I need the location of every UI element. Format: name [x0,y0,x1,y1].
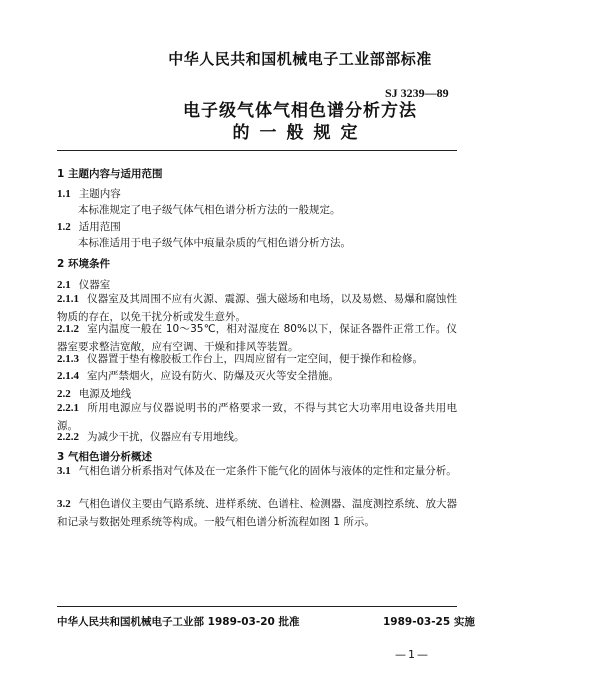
section-2-title: 2 环境条件 [57,258,110,270]
top-divider [57,150,457,151]
heading-text: 电源及地线 [78,388,132,400]
document-title-line1: 电子级气体气相色谱分析方法 [183,101,417,121]
implementation-date: 1989-03-25 实施 [383,616,475,628]
paragraph-text: 所用电源应与仪器说明书的严格要求一致，不得与其它大功率用电设备共用电源。 [57,402,457,432]
section-number: 2.2.2 [57,431,79,443]
section-3-1-paragraph [57,462,457,480]
section-1-title: 1 主题内容与适用范围 [57,168,163,180]
paragraph-text: 仪器置于垫有橡胶板工作台上，四周应留有一定空间，便于操作和检修。 [87,353,423,365]
paragraph-text: 为减少干扰，仪器应有专用地线。 [87,431,245,443]
approval-date: 中华人民共和国机械电子工业部 1989-03-20 批准 [57,616,300,628]
paragraph-text: 气相色谱仪主要由气路系统、进样系统、色谱柱、检测器、温度测控系统、放大器和记录与数据处理系统等构成。一般气相色谱分析流程如图 1 所示。 [57,498,457,528]
section-number: 1.2 [57,221,71,233]
section-1-1-heading [57,186,121,201]
section-1-2-text: 本标准适用于电子级气体中痕量杂质的气相色谱分析方法。 [78,237,351,249]
section-number: 1.1 [57,188,71,200]
paragraph-text: 仪器室及其周围不应有火源、震源、强大磁场和电场，以及易燃、易爆和腐蚀性物质的存在，以免干扰分析或发生意外。 [57,293,457,323]
section-number: 2.1.4 [57,370,79,382]
section-number: 3.2 [57,498,71,510]
heading-text: 仪器室 [78,279,111,291]
heading-text: 主题内容 [78,188,121,200]
section-2-1-3-paragraph [57,350,457,368]
section-3-title: 3 气相色谱分析概述 [57,451,152,463]
section-number: 2.1.3 [57,353,79,365]
section-number: 2.2.1 [57,402,79,414]
section-1-1-text: 本标准规定了电子级气体气相色谱分析方法的一般规定。 [78,204,341,216]
paragraph-text: 室内温度一般在 10～35℃，相对湿度在 80%以下，保证各器件正常工作。仪器室要求整洁宽敞，应有空调、干燥和排风等装置。 [57,323,457,353]
section-number: 2.1.2 [57,323,79,335]
paragraph-text: 气相色谱分析系指对气体及在一定条件下能气化的固体与液体的定性和定量分析。 [78,465,457,477]
section-number: 3.1 [57,465,71,477]
section-number: 2.1.1 [57,293,79,305]
paragraph-text: 室内严禁烟火，应设有防火、防爆及灭火等安全措施。 [87,370,339,382]
heading-text: 适用范围 [78,221,121,233]
section-1-2-heading [57,219,121,234]
section-3-2-paragraph [57,495,457,531]
standard-number: SJ 3239—89 [385,86,449,100]
footer-divider [57,606,457,607]
document-title-line2: 的一般规定 [232,123,368,143]
section-2-1-4-paragraph [57,367,457,385]
issuer-header: 中华人民共和国机械电子工业部部标准 [168,50,432,68]
section-number: 2.1 [57,279,71,291]
section-2-2-2-paragraph [57,428,457,446]
page-number: —1— [395,648,430,661]
section-number: 2.2 [57,388,71,400]
